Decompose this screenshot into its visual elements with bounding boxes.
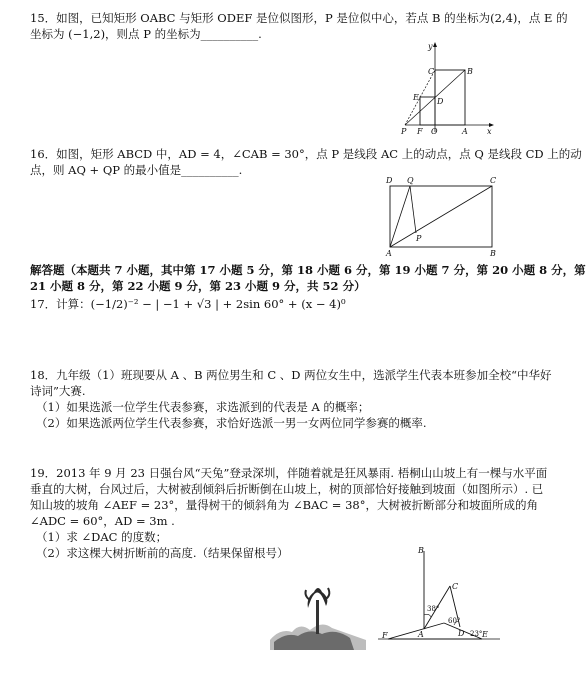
q19-line-3: 知山坡的坡角 ∠AEF = 23°，量得树干的倾斜角为 ∠BAC = 38°，大树被折断部分和坡面所成的角 <box>30 498 538 512</box>
q15-label-b: B <box>467 67 473 76</box>
q19-label-angle-60: 60° <box>448 617 461 625</box>
answer-section-header-line-1: 解答题（本题共 7 小题，其中第 17 小题 5 分，第 18 小题 6 分，第 19 小题 7 分，第 20 小题 8 分，第 <box>30 263 586 277</box>
q16-label-q: Q <box>407 176 414 185</box>
q15-line-2: 坐标为 (−1,2)，则点 P 的坐标为__________. <box>30 27 262 41</box>
q16-line-1: 16．如图，矩形 ABCD 中，AD = 4，∠CAB = 30°，点 P 是线段 AC 上的动点，点 Q 是线段 CD 上的动 <box>30 147 582 161</box>
q19-label-a: A <box>418 630 424 639</box>
q19-label-angle-38: 38° <box>427 605 440 613</box>
q18-part-1: （1）如果选派一位学生代表参赛，求选派到的代表是 A 的概率； <box>36 400 370 414</box>
q16-label-b: B <box>490 249 496 258</box>
q16-label-c: C <box>490 176 497 185</box>
q19-label-d: D <box>458 629 465 638</box>
q19-part-2: （2）求这棵大树折断前的高度.（结果保留根号） <box>36 546 289 560</box>
q16-label-p: P <box>416 234 422 243</box>
q16-label-d: D <box>386 176 393 185</box>
q15-coordinate-figure <box>400 40 500 140</box>
q19-label-e: E <box>482 630 488 639</box>
q19-part-1: （1）求 ∠DAC 的度数； <box>36 530 168 544</box>
q18-line-2: 诗词”大赛. <box>30 384 86 398</box>
q15-label-x: x <box>487 127 492 136</box>
q15-label-d: D <box>437 97 444 106</box>
q19-geometry-figure <box>378 545 500 645</box>
q19-label-angle-23: 23° <box>470 630 483 638</box>
q18-line-1: 18．九年级（1）班现要从 A 、B 两位男生和 C 、D 两位女生中，选派学生代表本班参加全校“中华好 <box>30 368 552 382</box>
q19-line-2: 垂直的大树，台风过后，大树被刮倾斜后折断倒在山坡上，树的顶部恰好接触到坡面（如图所示）. 已 <box>30 482 544 496</box>
q19-label-c: C <box>452 582 459 591</box>
q15-label-o: O <box>431 127 438 136</box>
q15-label-p: P <box>401 127 407 136</box>
q19-tree-illustration <box>270 570 366 650</box>
q15-label-c: C <box>428 67 435 76</box>
q15-label-y: y <box>428 42 433 51</box>
q17-line: 17．计算：(−1/2)⁻² − | −1 + √3 | + 2sin 60° + (x − 4)⁰ <box>30 297 346 311</box>
q19-line-1: 19．2013 年 9 月 23 日强台风“天兔”登录深圳，伴随着就是狂风暴雨. 梧桐山山坡上有一棵与水平面 <box>30 466 548 480</box>
q18-part-2: （2）如果选派两位学生代表参赛，求恰好选派一男一女两位同学参赛的概率. <box>36 416 427 430</box>
answer-section-header-line-2: 21 小题 8 分，第 22 小题 9 分，第 23 小题 9 分，共 52 分） <box>30 279 366 293</box>
q19-label-b: B <box>418 546 424 555</box>
q15-line-1: 15．如图，已知矩形 OABC 与矩形 ODEF 是位似图形，P 是位似中心，若点 B 的坐标为(2,4)，点 E 的 <box>30 11 568 25</box>
q15-label-f: F <box>417 127 423 136</box>
q19-line-4: ∠ADC = 60°，AD = 3m . <box>30 514 175 528</box>
q16-rectangle-figure <box>376 174 500 260</box>
q16-line-2: 点，则 AQ + QP 的最小值是__________. <box>30 163 243 177</box>
q19-label-f: F <box>382 631 388 640</box>
q16-label-a: A <box>386 249 392 258</box>
q15-label-e: E <box>413 93 419 102</box>
q15-label-a: A <box>462 127 468 136</box>
